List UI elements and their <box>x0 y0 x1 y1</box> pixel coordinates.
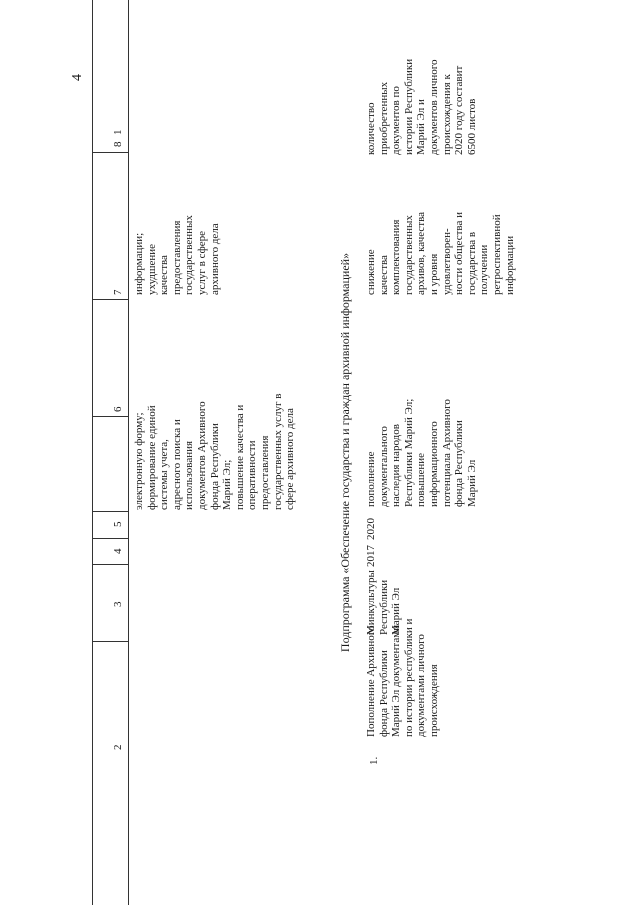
text-line: предоставления <box>170 220 183 295</box>
text-line: повышение качества и <box>233 404 246 510</box>
text-line: 6500 листов <box>465 98 478 155</box>
continuation-col7 <box>133 215 221 295</box>
header-col-4: 4 <box>112 548 124 554</box>
subprogram-title: Подпрограмма «Обеспечение государства и граждан архивной информацией» <box>338 252 352 653</box>
header-col-6: 6 <box>112 406 124 412</box>
text-line: услуг в сфере <box>195 231 208 295</box>
header-bottom-border <box>128 0 129 905</box>
text-line: системы учета, <box>158 439 171 510</box>
text-line: приобретенных <box>377 81 390 155</box>
row1-col8 <box>365 59 478 155</box>
row1-col2 <box>365 619 441 737</box>
header-col-3: 3 <box>112 601 124 607</box>
text-line: государства в <box>465 231 478 295</box>
text-line: ухудшение <box>145 244 158 295</box>
text-line: информации; <box>133 232 145 295</box>
text-line: снижение <box>365 249 377 295</box>
text-line: наследия народов <box>390 424 403 507</box>
text-line: информационного <box>427 421 440 507</box>
text-line: пополнение <box>365 451 377 507</box>
text-line: Марий Эл <box>465 459 478 507</box>
text-line: фонда Республики <box>453 420 466 507</box>
text-line: электронную форму; <box>133 412 145 510</box>
text-line: ретроспективной <box>490 214 503 295</box>
row1-end-year: 2020 <box>365 518 377 540</box>
text-line: документами личного <box>415 634 428 737</box>
text-line: государственных <box>402 215 415 295</box>
header-col-7: 7 <box>112 289 124 295</box>
header-row <box>112 0 126 905</box>
text-line: получении <box>478 244 491 295</box>
text-line: Пополнение Архивного <box>365 625 377 737</box>
text-line: количество <box>365 102 377 155</box>
text-line: государственных <box>183 215 196 295</box>
text-line: использования <box>183 440 196 510</box>
row1-number: 1. <box>368 756 380 765</box>
text-line: Республики <box>377 579 390 635</box>
text-line: документов Архивного <box>195 401 208 510</box>
continuation-col6 <box>133 394 297 510</box>
header-col-8: 8 <box>112 141 124 147</box>
page-number: 4 <box>70 74 85 81</box>
row1-col6 <box>365 399 478 507</box>
row1-col3 <box>365 570 403 635</box>
text-line: происхождения <box>427 664 440 737</box>
text-line: и уровня <box>427 253 440 295</box>
header-col-1: 1 <box>112 129 124 135</box>
text-line: фонда Республики <box>377 650 390 737</box>
row1-start-year: 2017 <box>365 545 377 567</box>
text-line: фонда Республики <box>208 423 221 510</box>
text-line: потенциала Архивного <box>440 399 453 507</box>
text-line: удовлетворен- <box>440 228 453 295</box>
text-line: Марий Эл <box>390 587 403 635</box>
text-line: истории Республики <box>402 58 415 155</box>
text-line: документов личного <box>427 59 440 155</box>
text-line: архивов, качества <box>415 211 428 295</box>
text-line: информации <box>503 235 516 295</box>
text-line: Марий Эл и <box>415 99 428 155</box>
text-line: комплектования <box>390 219 403 295</box>
text-line: предоставления <box>258 435 271 510</box>
text-line: государственных услуг в <box>271 393 284 510</box>
text-line: документов по <box>390 86 403 155</box>
text-line: происхождения к <box>440 74 453 155</box>
text-line: Республики Марий Эл; <box>402 398 415 507</box>
text-line: формирование единой <box>145 405 158 510</box>
header-col-5: 5 <box>112 521 124 527</box>
text-line: повышение <box>415 453 428 507</box>
text-line: качества <box>158 255 171 295</box>
text-line: Минкультуры <box>365 570 377 635</box>
text-line: оперативности <box>246 440 259 510</box>
text-line: качества <box>377 255 390 295</box>
text-line: адресного поиска и <box>170 419 183 510</box>
text-line: по истории республики и <box>402 618 415 737</box>
text-line: ности общества и <box>453 212 466 295</box>
table-top-border <box>92 0 93 905</box>
header-col-2: 2 <box>112 744 124 750</box>
text-line: документального <box>377 426 390 507</box>
row1-col7 <box>365 212 516 295</box>
text-line: 2020 году составит <box>453 65 466 155</box>
text-line: Марий Эл; <box>221 459 234 510</box>
text-line: архивного дела <box>208 223 221 295</box>
text-line: сфере архивного дела <box>284 408 297 510</box>
text-line: Марий Эл документами <box>390 624 403 737</box>
